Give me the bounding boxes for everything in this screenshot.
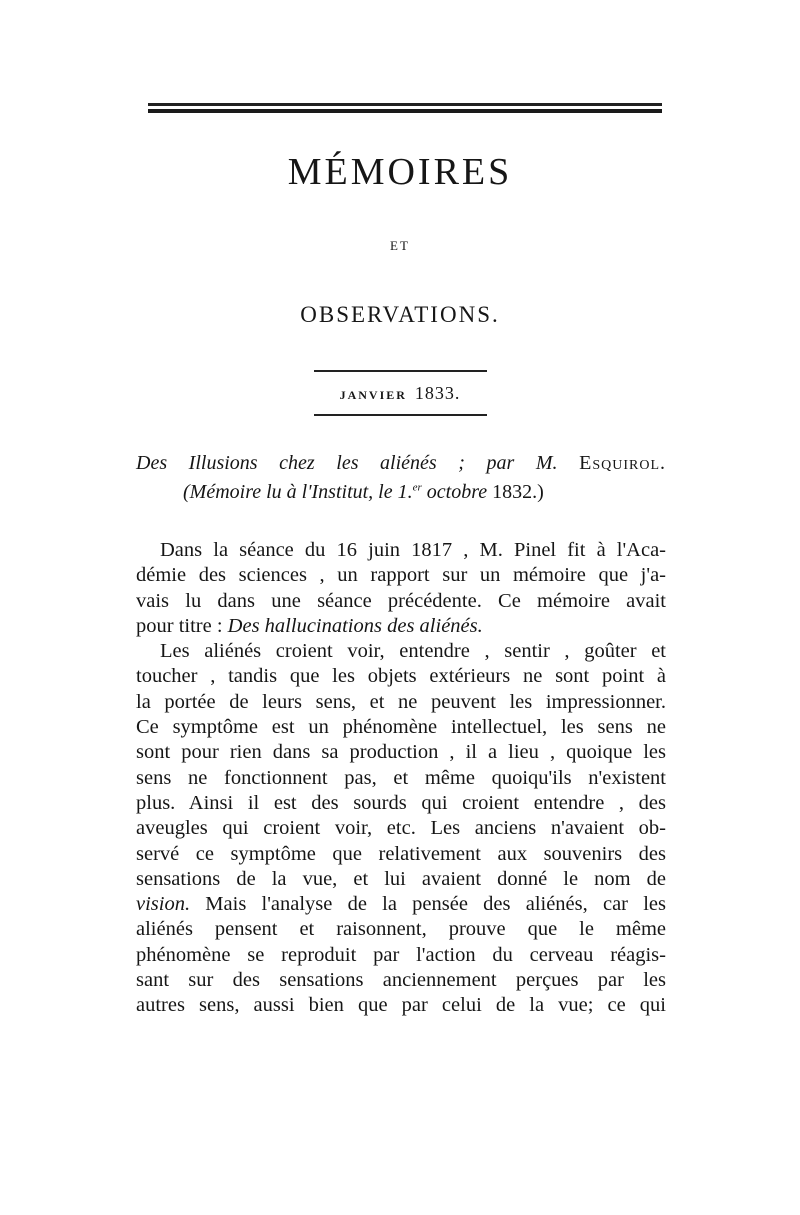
body-line: Dans la séance du 16 juin 1817 , M. Pinel fit à l'Aca- xyxy=(160,539,666,561)
body-line: phénomène se reproduit par l'action du cerveau réagis- xyxy=(136,943,666,966)
page-subtitle: OBSERVATIONS. xyxy=(300,302,500,327)
body-line: sant sur des sensations anciennement perçues par les xyxy=(136,969,666,992)
body-line: Les aliénés croient voir, entendre , sentir , goûter et xyxy=(160,640,666,663)
body-line-text: pour titre : xyxy=(136,614,228,637)
body-line: plus. Ainsi il est des sourds qui croient entendre , des xyxy=(136,791,666,814)
article-heading xyxy=(136,452,666,475)
ordinal-superscript: er xyxy=(412,481,422,494)
body-line xyxy=(136,892,666,917)
date-rule-top xyxy=(314,370,487,372)
conjunction-et: ET xyxy=(390,238,410,253)
body-line: servé ce symptôme que relativement aux souvenirs des xyxy=(136,842,666,865)
issue-date xyxy=(0,383,800,404)
article-note-year: 1832.) xyxy=(492,481,544,503)
body-line: aveugles qui croient voir, etc. Les anciens n'avaient ob- xyxy=(136,817,666,840)
body-line-text: Mais l'analyse de la pensée des aliénés, car les xyxy=(190,893,666,916)
article-note-text: (Mémoire lu à l'Institut, le 1. xyxy=(183,481,413,503)
body-line xyxy=(136,614,666,639)
italic-vision: vision. xyxy=(136,893,191,916)
body-paragraphs xyxy=(136,538,666,1019)
body-line: autres sens, aussi bien que par celui de la vue; ce qui xyxy=(136,994,666,1017)
body-line: sont pour rien dans sa production , il a lieu , quoique les xyxy=(136,741,666,764)
body-line: démie des sciences , un rapport sur un mémoire que j'a- xyxy=(136,564,666,587)
body-line: vais lu dans une séance précédente. Ce mémoire avait xyxy=(136,589,666,612)
issue-year: 1833. xyxy=(414,383,461,403)
body-line: la portée de leurs sens, et ne peuvent les impressionner. xyxy=(136,690,666,713)
body-line: sensations de la vue, et lui avaient donné le nom de xyxy=(136,867,666,890)
page-title: MÉMOIRES xyxy=(287,151,513,193)
issue-month: JANVIER xyxy=(339,388,407,402)
date-rule-bottom xyxy=(314,414,487,416)
body-line: sens ne fonctionnent pas, et même quoiqu'ils n'existent xyxy=(136,766,666,789)
article-note-month: octobre xyxy=(421,481,493,503)
body-line: aliénés pensent et raisonnent, prouve que le même xyxy=(136,918,666,941)
article-heading-text: Des Illusions chez les aliénés ; par M. xyxy=(136,452,580,474)
body-line: Ce symptôme est un phénomène intellectuel, les sens ne xyxy=(136,716,666,739)
article-author: Esquirol. xyxy=(579,452,666,474)
article-note xyxy=(183,481,544,504)
body-line: toucher , tandis que les objets extérieurs ne sont point à xyxy=(136,665,666,688)
top-double-rule xyxy=(148,103,662,114)
italic-title: Des hallucinations des aliénés. xyxy=(227,614,483,637)
